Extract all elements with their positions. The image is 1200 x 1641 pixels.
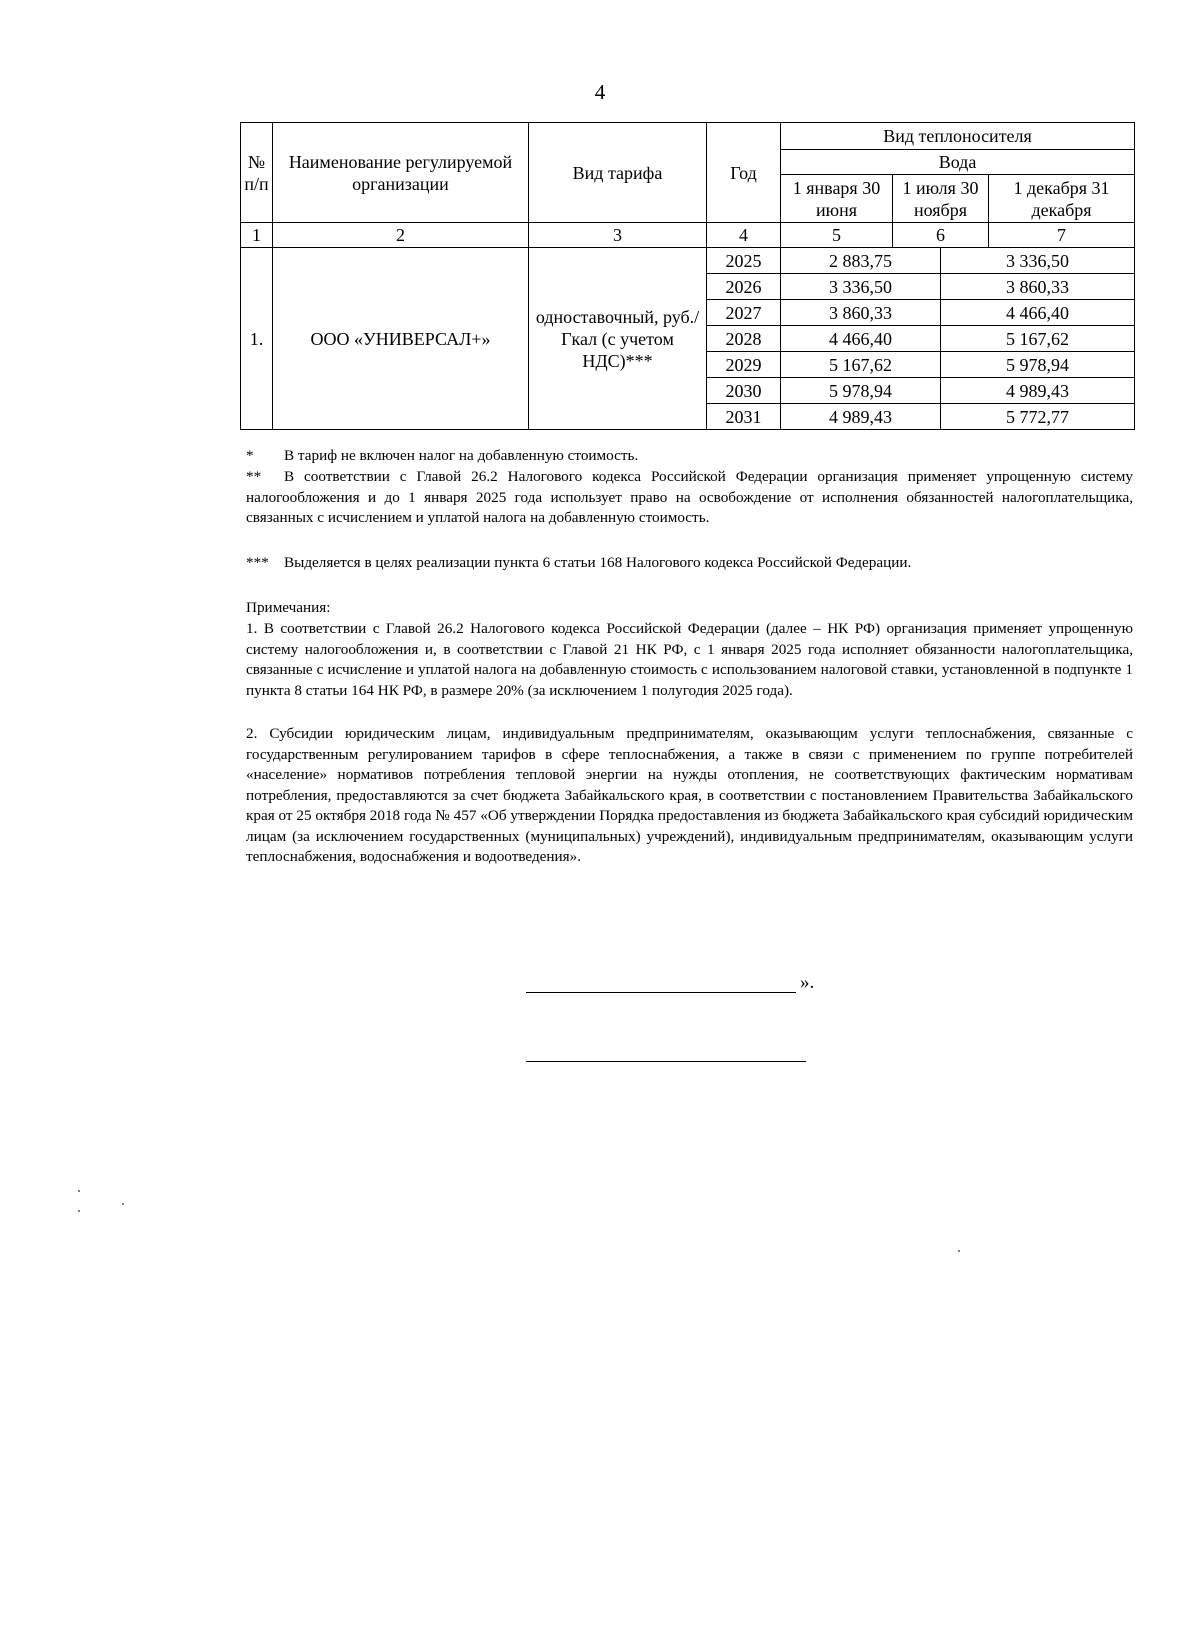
index-cell: 7 bbox=[989, 223, 1135, 248]
footnote-3-mark: *** bbox=[246, 554, 269, 571]
value-second-half: 5 167,62 bbox=[941, 326, 1135, 352]
year-cell: 2031 bbox=[707, 404, 781, 430]
value-first-half: 4 989,43 bbox=[781, 404, 941, 430]
footnote-1 bbox=[246, 446, 1133, 467]
header-num: № п/п bbox=[241, 123, 273, 223]
index-cell: 4 bbox=[707, 223, 781, 248]
header-water: Вода bbox=[781, 150, 1135, 175]
scan-speck bbox=[122, 1203, 124, 1205]
value-second-half: 5 772,77 bbox=[941, 404, 1135, 430]
header-period-1: 1 января 30 июня bbox=[781, 175, 893, 223]
header-year: Год bbox=[707, 123, 781, 223]
header-org: Наименование регулируемой организации bbox=[273, 123, 529, 223]
index-cell: 5 bbox=[781, 223, 893, 248]
header-period-2: 1 июля 30 ноября bbox=[893, 175, 989, 223]
table-row bbox=[241, 248, 1135, 274]
value-second-half: 4 466,40 bbox=[941, 300, 1135, 326]
index-cell: 2 bbox=[273, 223, 529, 248]
signature-line bbox=[526, 992, 796, 993]
tariff-table bbox=[240, 122, 1135, 430]
header-period-3: 1 декабря 31 декабря bbox=[989, 175, 1135, 223]
value-first-half: 3 336,50 bbox=[781, 274, 941, 300]
value-first-half: 3 860,33 bbox=[781, 300, 941, 326]
footnote-2-text: В соответствии с Главой 26.2 Налогового кодекса Российской Федерации организация применяет упрощенную систему налогообложения и до 1 января 2025 года использует право на освобождение от исполнения обязанностей налогоплательщика, связанных с исчислением и уплатой налога на добавленную стоимость. bbox=[246, 468, 1133, 526]
index-cell: 1 bbox=[241, 223, 273, 248]
footnote-2 bbox=[246, 467, 1133, 529]
value-first-half: 5 978,94 bbox=[781, 378, 941, 404]
footnote-1-text: В тариф не включен налог на добавленную стоимость. bbox=[284, 447, 639, 464]
scan-speck bbox=[958, 1250, 960, 1252]
year-cell: 2026 bbox=[707, 274, 781, 300]
tariff-description: одноставочный, руб./Гкал (с учетом НДС)*** bbox=[529, 248, 707, 430]
separator-line bbox=[526, 1061, 806, 1062]
index-cell: 6 bbox=[893, 223, 989, 248]
value-second-half: 3 860,33 bbox=[941, 274, 1135, 300]
row-number: 1. bbox=[241, 248, 273, 430]
value-second-half: 4 989,43 bbox=[941, 378, 1135, 404]
header-tariff-type: Вид тарифа bbox=[529, 123, 707, 223]
scan-speck bbox=[78, 1210, 80, 1212]
value-first-half: 5 167,62 bbox=[781, 352, 941, 378]
value-first-half: 2 883,75 bbox=[781, 248, 941, 274]
notes-title: Примечания: bbox=[246, 599, 331, 616]
year-cell: 2025 bbox=[707, 248, 781, 274]
header-carrier: Вид теплоносителя bbox=[781, 123, 1135, 150]
note-2: 2. Субсидии юридическим лицам, индивидуальным предпринимателям, оказывающим услуги теплоснабжения, связанные с государственным регулированием тарифов в сфере теплоснабжения, а также в связи с применением по группе потребителей «население» нормативов потребления тепловой энергии на нужды отопления, не соответствующих фактическим нормативам потребления, предоставляются за счет бюджета Забайкальского края, в соответствии с постановлением Правительства Забайкальского края от 25 октября 2018 года № 457 «Об утверждении Порядка предоставления из бюджета Забайкальского края субсидий юридическим лицам (за исключением государственных (муниципальных) учреждений), индивидуальным предпринимателям, оказывающим услуги теплоснабжения, водоснабжения и водоотведения». bbox=[246, 725, 1133, 865]
year-cell: 2028 bbox=[707, 326, 781, 352]
value-second-half: 5 978,94 bbox=[941, 352, 1135, 378]
footnote-3-text: Выделяется в целях реализации пункта 6 статьи 168 Налогового кодекса Российской Федерации. bbox=[284, 554, 912, 571]
index-cell: 3 bbox=[529, 223, 707, 248]
footnote-2-mark: ** bbox=[246, 468, 262, 485]
value-second-half: 3 336,50 bbox=[941, 248, 1135, 274]
footnote-1-mark: * bbox=[246, 447, 254, 464]
org-name: ООО «УНИВЕРСАЛ+» bbox=[273, 248, 529, 430]
scan-speck bbox=[78, 1190, 80, 1192]
footnote-3 bbox=[246, 553, 1133, 574]
year-cell: 2029 bbox=[707, 352, 781, 378]
page-number: 4 bbox=[594, 80, 606, 104]
year-cell: 2027 bbox=[707, 300, 781, 326]
note-1: 1. В соответствии с Главой 26.2 Налогового кодекса Российской Федерации (далее – НК РФ) организация применяет упрощенную систему налогообложения и, в соответствии с Главой 21 НК РФ, с 1 января 2025 года исполняет обязанности налогоплательщика, связанные с исчисление и уплатой налога на добавленную стоимость с использованием налоговой ставки, установленной в подпункте 1 пункта 8 статьи 164 НК РФ, в размере 20% (за исключением 1 полугодия 2025 года). bbox=[246, 620, 1133, 699]
year-cell: 2030 bbox=[707, 378, 781, 404]
closing-quote: ». bbox=[800, 972, 815, 993]
value-first-half: 4 466,40 bbox=[781, 326, 941, 352]
